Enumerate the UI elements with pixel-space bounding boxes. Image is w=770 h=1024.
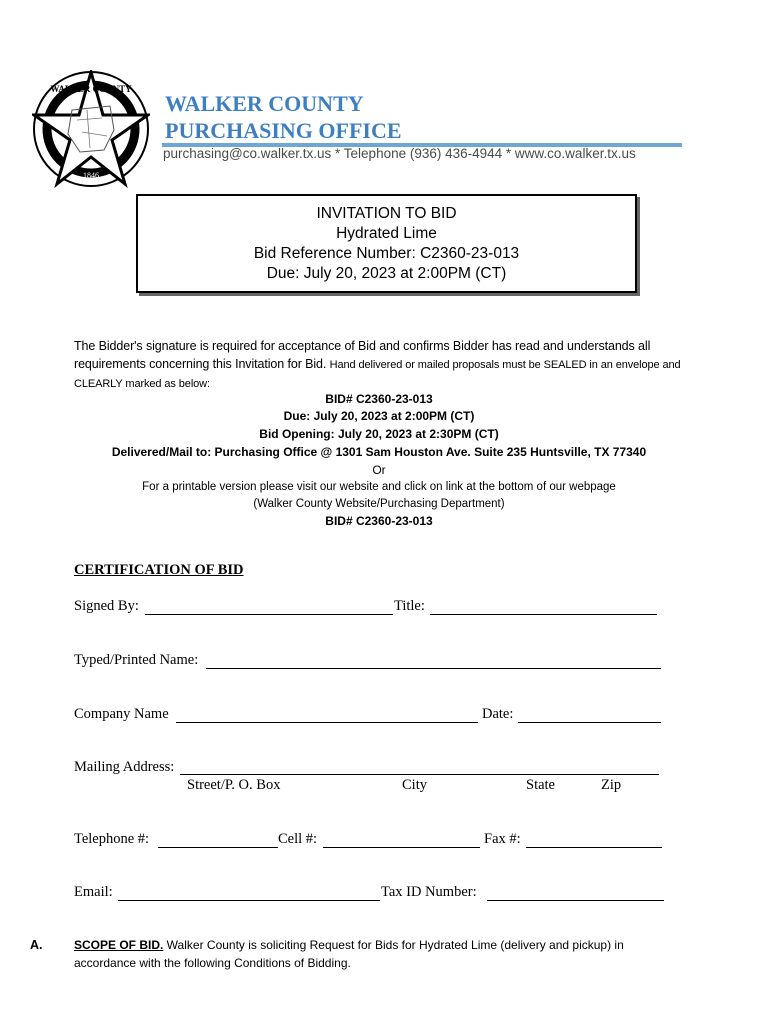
invitation-title: INVITATION TO BID xyxy=(316,205,457,222)
marking-due: Due: July 20, 2023 at 2:00PM (CT) xyxy=(283,409,475,423)
bid-item: Hydrated Lime xyxy=(336,225,437,242)
fax-field[interactable] xyxy=(526,847,662,848)
marking-delivery: Delivered/Mail to: Purchasing Office @ 1301 Sam Houston Ave. Suite 235 Huntsville, TX 77340 xyxy=(111,445,647,459)
intro-text: The Bidder's signature is required for acceptance of Bid and confirms Bidder has read and understands all requirements concerning this Invitation for Bid. xyxy=(74,339,651,371)
scope-text: Walker County is soliciting Request for Bids for Hydrated Lime (delivery and pickup) in accordance with the following Conditions of Bidding. xyxy=(74,938,624,970)
certification-title: CERTIFICATION OF BID xyxy=(74,562,244,578)
org-name-line1: WALKER COUNTY xyxy=(165,91,364,116)
telephone-field[interactable] xyxy=(158,847,278,848)
contact-info: purchasing@co.walker.tx.us * Telephone (936) 436-4944 * www.co.walker.tx.us xyxy=(163,146,636,161)
org-name-line2: PURCHASING OFFICE xyxy=(165,118,402,143)
typed-name-field[interactable] xyxy=(206,668,661,669)
scope-paragraph xyxy=(74,936,689,972)
marking-or: Or xyxy=(372,463,386,477)
state-caption: State xyxy=(526,777,555,793)
scope-section-letter: A. xyxy=(30,938,43,952)
marking-bid-number-2: BID# C2360-23-013 xyxy=(325,514,433,528)
mailing-address-label: Mailing Address: xyxy=(74,759,175,775)
scope-title: SCOPE OF BID. xyxy=(74,938,164,952)
cell-label: Cell #: xyxy=(278,831,318,847)
fax-label: Fax #: xyxy=(484,831,521,847)
signed-by-label: Signed By: xyxy=(74,598,139,614)
bid-due: Due: July 20, 2023 at 2:00PM (CT) xyxy=(266,265,507,282)
street-caption: Street/P. O. Box xyxy=(187,777,281,793)
city-caption: City xyxy=(402,777,427,793)
bid-reference: Bid Reference Number: C2360-23-013 xyxy=(253,245,520,262)
seal-text-top: WALKER COUNTY xyxy=(50,84,132,94)
title-label: Title: xyxy=(394,598,425,614)
cell-field[interactable] xyxy=(323,847,480,848)
zip-caption: Zip xyxy=(601,777,622,793)
signed-by-field[interactable] xyxy=(145,614,393,615)
invitation-box xyxy=(136,194,637,293)
marking-opening: Bid Opening: July 20, 2023 at 2:30PM (CT) xyxy=(259,427,499,441)
seal-text-bottom: 1846 xyxy=(83,171,99,180)
marking-printable: For a printable version please visit our website and click on link at the bottom of our webpage xyxy=(142,481,616,493)
marking-bid-number: BID# C2360-23-013 xyxy=(325,392,433,406)
intro-paragraph xyxy=(74,337,684,393)
title-field[interactable] xyxy=(430,614,657,615)
walker-county-seal-logo xyxy=(32,70,150,188)
intro-sealed-note: Hand delivered or mailed proposals must be SEALED in an envelope and CLEARLY marked as below: xyxy=(74,359,681,390)
telephone-label: Telephone #: xyxy=(74,831,150,847)
email-field[interactable] xyxy=(118,900,380,901)
email-label: Email: xyxy=(74,884,113,900)
tax-id-label: Tax ID Number: xyxy=(381,884,477,900)
date-field[interactable] xyxy=(518,722,661,723)
typed-name-label: Typed/Printed Name: xyxy=(74,652,199,668)
company-name-field[interactable] xyxy=(176,722,478,723)
date-label: Date: xyxy=(482,706,514,722)
company-name-label: Company Name xyxy=(74,706,169,722)
tax-id-field[interactable] xyxy=(487,900,664,901)
marking-department: (Walker County Website/Purchasing Department) xyxy=(253,498,505,510)
mailing-address-field[interactable] xyxy=(180,774,659,775)
